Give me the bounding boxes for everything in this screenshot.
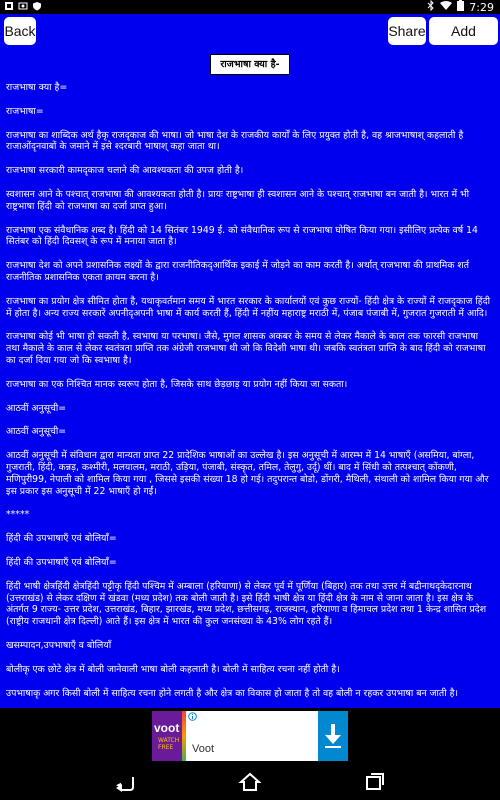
ad-logo xyxy=(152,711,182,761)
back-nav-icon[interactable] xyxy=(113,770,137,794)
paragraph: राजभाषा सरकारी कामदृकाज चलाने की आवश्यकता की उपज होती है। xyxy=(6,165,244,177)
back-button[interactable]: Back xyxy=(4,17,36,45)
top-toolbar xyxy=(0,14,500,48)
status-left xyxy=(4,1,42,14)
article-body xyxy=(6,82,494,747)
recent-apps-icon[interactable] xyxy=(363,770,387,794)
wifi-icon xyxy=(440,1,452,14)
paragraph: राजभाषा देश को अपने प्रशासनिक लक्ष्यों के द्वारा राजनीतिकदृआर्थिक इकाई में जोड़ने का काम करती है। अर्थात् राजभाषा की प्राथमिक शर्त राजनीतिक प्रशासनिक एकता क़ायम करना है। xyxy=(6,260,470,283)
paragraph: हिंदी की उपभाषाएँ एवं बोलियाँ= xyxy=(6,533,117,545)
paragraph: आठवीं अनुसूची में संविधान द्वारा मान्यता प्राप्त 22 प्रादेशिक भाषाओं का उल्लेख है। इस अनुसूची में आरम्भ में 14 भाषाएँ (असमिया, बांग्ला, गुजराती, हिंदी, कन्नड़, कश्मीरी, मलयालम, मराठी, उड़िया, पंजाबी, संस्कृत, तमिल, तेलुगु, उर्दू) थीं। बाद में सिंधी को तत्पश्चात् कोंकणी, मणिपुरी99, नेपाली को शामिल किया गया , जिससे इसकी संख्या 18 हो गई। तदुपरान्त बोडो, डोंगरी, मैथिली, संथाली को शामिल किया गया और इस प्रकार इस अनुसूची में 22 भाषाएँ हो गईं। xyxy=(6,450,489,497)
share-button[interactable]: Share xyxy=(388,17,426,45)
navigation-bar xyxy=(0,764,500,800)
ad-banner[interactable] xyxy=(152,711,348,761)
ad-stripe xyxy=(182,711,186,761)
paragraph: बोलीकृ एक छोटे क्षेत्र में बोली जानेवाली भाषा बोली कहलाती है। बोली में साहित्य रचना नहीं होती है। xyxy=(6,663,340,675)
download-icon[interactable] xyxy=(318,711,348,761)
status-right xyxy=(427,0,494,14)
notification-icon xyxy=(4,1,14,14)
paragraph: राजभाषा कोई भी भाषा हो सकती है, स्वभाषा या परभाषा। जैसे, मुगल शासक अकबर के समय से लेकर मैकाले के काल तक फारसी राजभाषा तथा मैकाले के काल से लेकर स्वतंत्रता प्राप्ति तक अंग्रेजी राजभाषा थी जो कि विदेशी भाषा थी। जबकि स्वतंत्रता प्राप्ति के बाद हिंदी को राजभाषा का दर्जा दिया गया जो कि स्वभाषा है। xyxy=(6,331,486,366)
ad-logo-text: voot xyxy=(154,721,180,735)
info-icon[interactable] xyxy=(188,712,197,721)
paragraph: राजभाषा एक संवैधानिक शब्द है। हिंदी को 14 सितंबर 1949 ई. को संवैधानिक रूप से राजभाषा घोषित किया गया। इसीलिए प्रत्येक वर्ष 14 सितंबर को हिंदी दिवसश् के रूप में मनाया जाता है। xyxy=(6,224,478,248)
article-content[interactable] xyxy=(0,48,500,708)
home-nav-icon[interactable] xyxy=(238,770,262,794)
paragraph: स्वशासन आने के पश्चात् राजभाषा की आवश्यकता होती है। प्रायः राष्ट्रभाषा ही स्वशासन आने के पश्चात् राजभाषा बन जाती है। भारत में भी राष्ट्रभाषा हिंदी को राजभाषा का दर्जा प्राप्त हुआ। xyxy=(6,188,469,212)
paragraph: हिंदी भाषी क्षेत्रहिंदी क्षेत्रहिंदी पट्टीकृ हिंदी पश्चिम में अम्बाला (हरियाणा) से लेकर पूर्व में पूर्णिया (बिहार) तक तथा उत्तर में बद्रीनाथदृकेदारनाथ (उत्तराखंड) से लेकर दक्षिण में खंडवा (मध्य प्रदेश) तक बोली जाती है। इसे हिंदी भाषी क्षेत्र या हिंदी क्षेत्र के नाम से जाना जाता है। इस क्षेत्र के अंतर्गत 9 राज्य- उत्तर प्रदेश, उत्तराखंड, बिहार, झारखंड, मध्य प्रदेश, छत्तीसगढ़, राजस्थान, हरियाणा व हिमाचल प्रदेश तथा 1 केन्द्र शासित प्रदेश (राष्ट्रीय राजधानी क्षेत्र दिल्ली) आते हैं। इस क्षेत्र में भारत की कुल जनसंख्या के 43% लोग रहते हैं। xyxy=(6,580,487,628)
paragraph: खसम्पादन,उपभाषाएँ व बोलियाँ xyxy=(6,639,112,651)
paragraph: आठवीं अनुसूची= xyxy=(6,402,67,414)
paragraph: आठवीं अनुसूची= xyxy=(6,426,67,438)
photo-icon xyxy=(18,1,28,14)
status-bar xyxy=(0,0,500,14)
add-favorite-button[interactable]: Add xyxy=(429,17,498,45)
paragraph: राजभाषा= xyxy=(6,105,44,117)
ad-area xyxy=(0,708,500,764)
ad-app-name: Voot xyxy=(192,743,215,755)
bluetooth-icon xyxy=(427,0,435,14)
article-title: राजभाषा क्या है- xyxy=(210,54,290,75)
shield-icon xyxy=(32,1,42,14)
status-time: 7:29 xyxy=(469,0,494,14)
paragraph: राजभाषा का शाब्दिक अर्थ है‍कृ राजदृकाज की भाषा। जो भाषा देश के राजकीय कार्यों के लिए प्रयुक्त होती है, वह श्राजभाषाश् कहलाती है राजाओंदृनवाबों के जमाने में इसे श्दरबारी भाषाश् कहा जाता था। xyxy=(6,129,464,153)
paragraph: ***** xyxy=(6,509,30,521)
paragraph: उपभाषाकृ अगर किसी बोली में साहित्य रचना होने लगती है और क्षेत्र का विकास हो जाता है तो वह बोली न रहकर उपभाषा बन जाती है। xyxy=(6,687,459,699)
battery-icon xyxy=(457,0,464,14)
ad-logo-subtext: WATCH FREE xyxy=(158,737,180,751)
paragraph: राजभाषा का एक निश्चित मानक स्वरूप होता है, जिसके साथ छेड़छाड़ या प्रयोग नहीं किया जा सकता। xyxy=(6,378,348,390)
paragraph: हिंदी की उपभाषाएँ एवं बोलियाँ= xyxy=(6,556,117,568)
paragraph: राजभाषा का प्रयोग क्षेत्र सीमित होता है, यथाकृवर्तमान समय में भारत सरकार के कार्यालयों एवं कुछ राज्यों- हिंदी क्षेत्र के राज्यों में राजदृकाज हिंदी में होता है। अन्य राज्य सरकारें अपनीदृअपनी भाषा में कार्य करती हैं, हिंदी में नहीं‍य महाराष्ट्र मराठी में, पंजाब पंजाबी में, गुजरात गुजराती में आदि। xyxy=(6,295,491,319)
paragraph: राजभाषा क्या है= xyxy=(6,82,68,93)
